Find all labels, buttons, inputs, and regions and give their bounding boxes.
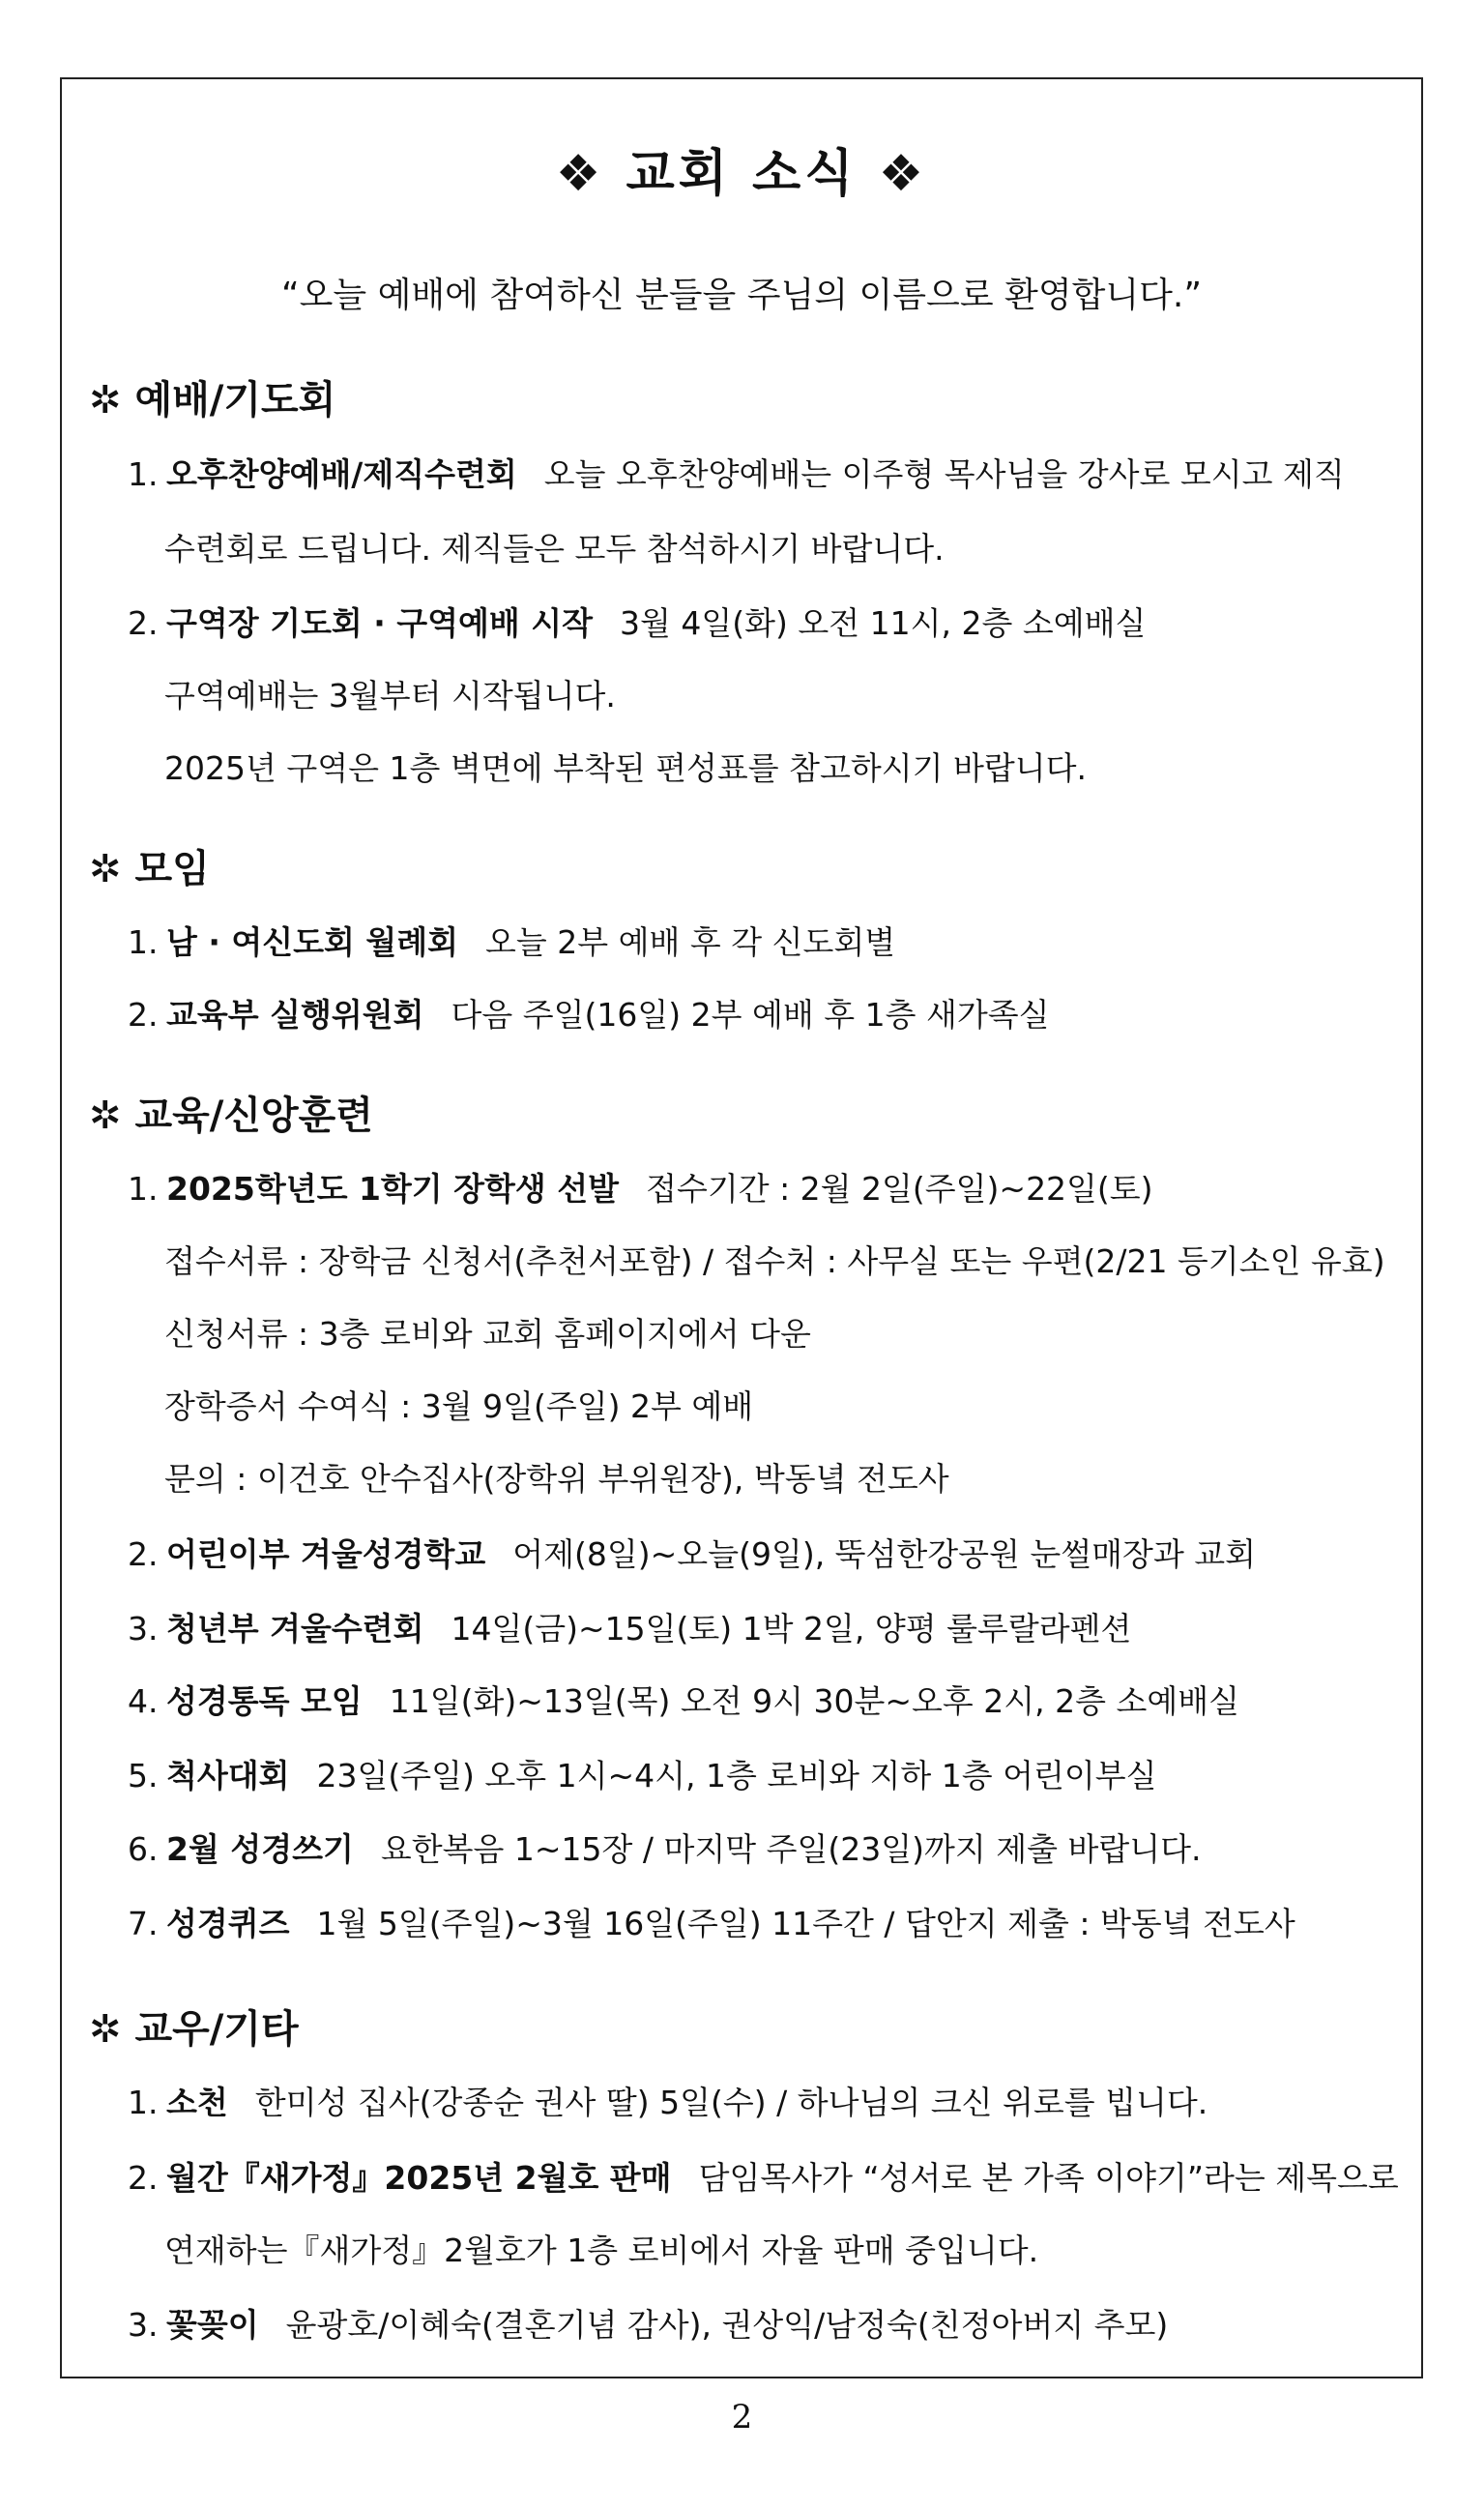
item-number: 1. bbox=[128, 2084, 159, 2121]
item-title: 오후찬양예배/제직수련회 bbox=[166, 455, 517, 493]
list-item bbox=[128, 450, 1345, 495]
list-item bbox=[128, 1530, 1256, 1575]
item-number: 6. bbox=[128, 1830, 159, 1868]
item-title: 어린이부 겨울성경학교 bbox=[166, 1535, 486, 1573]
welcome-message: “오늘 예배에 참여하신 분들을 주님의 이름으로 환영합니다.” bbox=[280, 276, 1203, 315]
item-text: 3월 4일(화) 오전 11시, 2층 소예배실 bbox=[620, 604, 1147, 642]
list-item bbox=[128, 1604, 1131, 1649]
item-text: 요한복음 1~15장 / 마지막 주일(23일)까지 제출 바랍니다. bbox=[380, 1830, 1202, 1868]
list-item bbox=[128, 598, 1146, 644]
item-text: 다음 주일(16일) 2부 예배 후 1층 새가족실 bbox=[451, 996, 1050, 1034]
section-heading-education: ✲ 교육/신앙훈련 bbox=[89, 1094, 373, 1138]
item-text: 14일(금)~15일(토) 1박 2일, 양평 룰루랄라펜션 bbox=[451, 1610, 1132, 1648]
item-number: 1. bbox=[128, 923, 159, 961]
item-title: 척사대회 bbox=[166, 1757, 290, 1794]
item-number: 1. bbox=[128, 1170, 159, 1208]
item-title: 2025학년도 1학기 장학생 선발 bbox=[166, 1170, 620, 1208]
item-title: 성경통독 모임 bbox=[166, 1682, 363, 1720]
item-text: 11일(화)~13일(목) 오전 9시 30분~오후 2시, 2층 소예배실 bbox=[389, 1682, 1240, 1720]
item-number: 2. bbox=[128, 604, 159, 642]
item-text: 한미성 집사(강종순 권사 딸) 5일(수) / 하나님의 크신 위로를 빕니다. bbox=[254, 2084, 1208, 2121]
list-item bbox=[128, 2300, 1168, 2346]
list-item bbox=[128, 2153, 1399, 2199]
item-number: 5. bbox=[128, 1757, 159, 1794]
item-text: 접수기간 : 2월 2일(주일)~22일(토) bbox=[646, 1170, 1153, 1208]
item-continuation: 접수서류 : 장학금 신청서(추천서포함) / 접수처 : 사무실 또는 우편(2/21 등기소인 유효) bbox=[164, 1242, 1385, 1280]
item-continuation: 연재하는『새가정』2월호가 1층 로비에서 자율 판매 중입니다. bbox=[164, 2232, 1039, 2269]
item-number: 1. bbox=[128, 455, 159, 493]
page-title: ❖ 교회 소식 ❖ bbox=[555, 145, 928, 203]
item-title: 소천 bbox=[166, 2084, 228, 2121]
item-text: 어제(8일)~오늘(9일), 뚝섬한강공원 눈썰매장과 교회 bbox=[512, 1535, 1257, 1573]
item-text: 담임목사가 “성서로 본 가족 이야기”라는 제목으로 bbox=[698, 2159, 1399, 2197]
list-item bbox=[128, 990, 1049, 1036]
item-text: 1월 5일(주일)~3월 16일(주일) 11주간 / 답안지 제출 : 박동녘 전도사 bbox=[316, 1905, 1295, 1942]
item-title: 2월 성경쓰기 bbox=[166, 1830, 354, 1868]
section-heading-news: ✲ 교우/기타 bbox=[89, 2007, 299, 2052]
page-number: 2 bbox=[731, 2398, 753, 2436]
bulletin-frame bbox=[60, 77, 1423, 2378]
list-item bbox=[128, 1677, 1239, 1722]
section-heading-worship: ✲ 예배/기도회 bbox=[89, 378, 336, 423]
list-item bbox=[128, 1899, 1295, 1944]
item-title: 남 · 여신도회 월례회 bbox=[166, 923, 459, 961]
list-item bbox=[128, 1164, 1153, 1210]
item-title: 교육부 실행위원회 bbox=[166, 996, 424, 1034]
item-title: 꽃꽂이 bbox=[166, 2306, 259, 2344]
item-text: 오늘 2부 예배 후 각 신도회별 bbox=[485, 923, 896, 961]
item-continuation: 문의 : 이건호 안수집사(장학위 부위원장), 박동녘 전도사 bbox=[164, 1460, 949, 1498]
item-text: 23일(주일) 오후 1시~4시, 1층 로비와 지하 1층 어린이부실 bbox=[316, 1757, 1157, 1794]
item-continuation: 신청서류 : 3층 로비와 교회 홈페이지에서 다운 bbox=[164, 1315, 811, 1353]
item-title: 청년부 겨울수련회 bbox=[166, 1610, 424, 1648]
list-item bbox=[128, 918, 895, 963]
item-number: 2. bbox=[128, 996, 159, 1034]
item-continuation: 구역예배는 3월부터 시작됩니다. bbox=[164, 677, 616, 715]
item-number: 2. bbox=[128, 1535, 159, 1573]
item-continuation: 장학증서 수여식 : 3월 9일(주일) 2부 예배 bbox=[164, 1387, 754, 1425]
item-title: 월간『새가정』2025년 2월호 판매 bbox=[166, 2159, 672, 2197]
item-text: 오늘 오후찬양예배는 이주형 목사님을 강사로 모시고 제직 bbox=[543, 455, 1345, 493]
list-item bbox=[128, 1751, 1157, 1796]
item-number: 3. bbox=[128, 1610, 159, 1648]
list-item bbox=[128, 2078, 1208, 2123]
item-number: 7. bbox=[128, 1905, 159, 1942]
item-text: 윤광호/이혜숙(결혼기념 감사), 권상익/남정숙(친정아버지 추모) bbox=[285, 2306, 1169, 2344]
item-title: 성경퀴즈 bbox=[166, 1905, 290, 1942]
item-number: 4. bbox=[128, 1682, 159, 1720]
item-continuation: 2025년 구역은 1층 벽면에 부착된 편성표를 참고하시기 바랍니다. bbox=[164, 749, 1087, 787]
section-heading-meeting: ✲ 모임 bbox=[89, 847, 210, 891]
item-continuation: 수련회로 드립니다. 제직들은 모두 참석하시기 바랍니다. bbox=[164, 530, 945, 568]
item-number: 3. bbox=[128, 2306, 159, 2344]
list-item bbox=[128, 1824, 1201, 1870]
item-title: 구역장 기도회 · 구역예배 시작 bbox=[166, 604, 594, 642]
item-number: 2. bbox=[128, 2159, 159, 2197]
